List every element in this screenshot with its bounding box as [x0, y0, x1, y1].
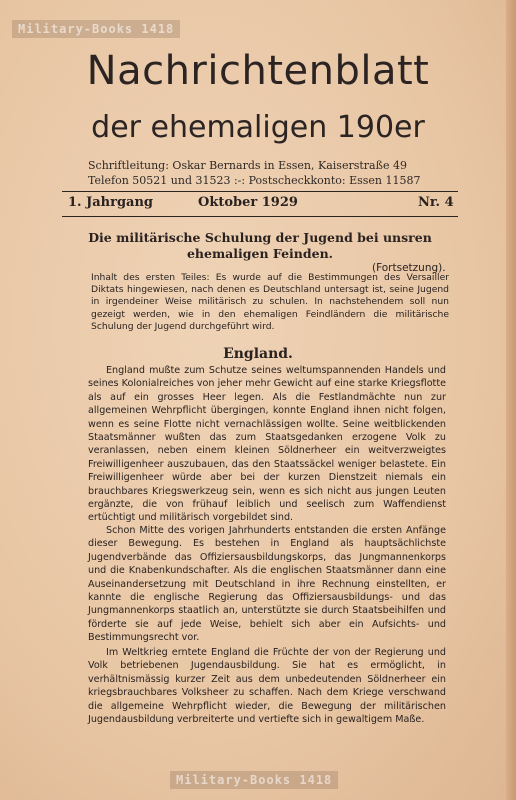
divider-bottom	[62, 216, 458, 217]
article-summary: Inhalt des ersten Teiles: Es wurde auf die Bestimmungen des Versailler Diktats hingewiesen, nach denen es Deutschland untersagt ist, seine Jugend in irgendeiner Weise militärisch zu schulen. In nachstehendem soll nun gezeigt werden, wie in den ehemaligen Feindländern die militärische Schulung der Jugend durchgeführt wird.	[91, 272, 449, 332]
divider-top	[62, 191, 458, 192]
masthead-subtitle: der ehemaligen 190er	[91, 110, 425, 145]
phone-postal-account: Telefon 50521 und 31523 :-: Postscheckkonto: Essen 11587	[88, 174, 421, 187]
body-paragraph-3: Im Weltkrieg erntete England die Früchte der von der Regierung und Volk betriebenen Jugendausbildung. Sie hat es ermöglicht, in verhältnismässig kurzer Zeit aus dem unbedeutenden Söldnerheer ein kriegsbrauchbares Volksheer zu schaffen. Nach dem Kriege verschwand die allgemeine Wehrpflicht wieder, die Bewegung der militärischen Jugendausbildung verbreiterte und vertiefte sich in gewaltigem Maße.	[88, 647, 446, 726]
issue-volume: 1. Jahrgang	[68, 195, 154, 210]
watermark-bottom: Military-Books 1418	[170, 771, 338, 789]
watermark-top: Military-Books 1418	[12, 20, 180, 38]
issue-date: Oktober 1929	[198, 195, 298, 210]
issue-number: Nr. 4	[418, 195, 454, 210]
masthead-title: Nachrichtenblatt	[86, 48, 430, 94]
editor-address: Schriftleitung: Oskar Bernards in Essen, Kaiserstraße 49	[88, 159, 407, 172]
section-heading: England.	[223, 346, 293, 362]
continuation-note: (Fortsetzung).	[372, 262, 446, 274]
body-paragraph-2: Schon Mitte des vorigen Jahrhunderts entstanden die ersten Anfänge dieser Bewegung. Es bestehen in England als hauptsächlichste Jugendverbände das Offiziersausbildungskorps, das Jungmannenkorps und die Knabenkundschafter. Als die englischen Staatsmänner dann eine Auseinandersetzung mit Deutschland in ihre Rechnung einstellten, er kannte die englische Regierung das Offiziersausbildungs- und das Jungmannenkorps staatlich an, unterstützte sie durch Staatsbeihilfen und förderte sie auf jede Weise, behielt sich aber ein Aufsichts- und Bestimmungsrecht vor.	[88, 525, 446, 644]
body-paragraph-1: England mußte zum Schutze seines weltumspannenden Handels und seines Kolonialreiches von jeher mehr Gewicht auf eine starke Kriegsflotte als auf ein grosses Heer legen. Als die Festlandmächte nun zur allgemeinen Wehrpflicht übergingen, konnte England ihnen nicht folgen, wenn es seine Flotte nicht vernachlässigen wollte. Seine weitblickenden Staatsmänner wußten das zum Staatsgedanken erzogene Volk zu veranlassen, neben einem kleinen Söldnerheer ein weitverzweigtes Freiwilligenheer auszubauen, das den Staatssäckel weniger belastete. Ein Freiwilligenheer würde aber bei der kurzen Dienstzeit niemals ein brauchbares Kriegswerkzeug sein, wenn es sich nicht aus jungen Leuten ergänzte, die von frühauf leiblich und seelisch zum Waffendienst ertüchtigt und militärisch vorgebildet sind.	[88, 365, 446, 524]
article-title: Die militärische Schulung der Jugend bei unsren ehemaligen Feinden.	[88, 230, 432, 261]
